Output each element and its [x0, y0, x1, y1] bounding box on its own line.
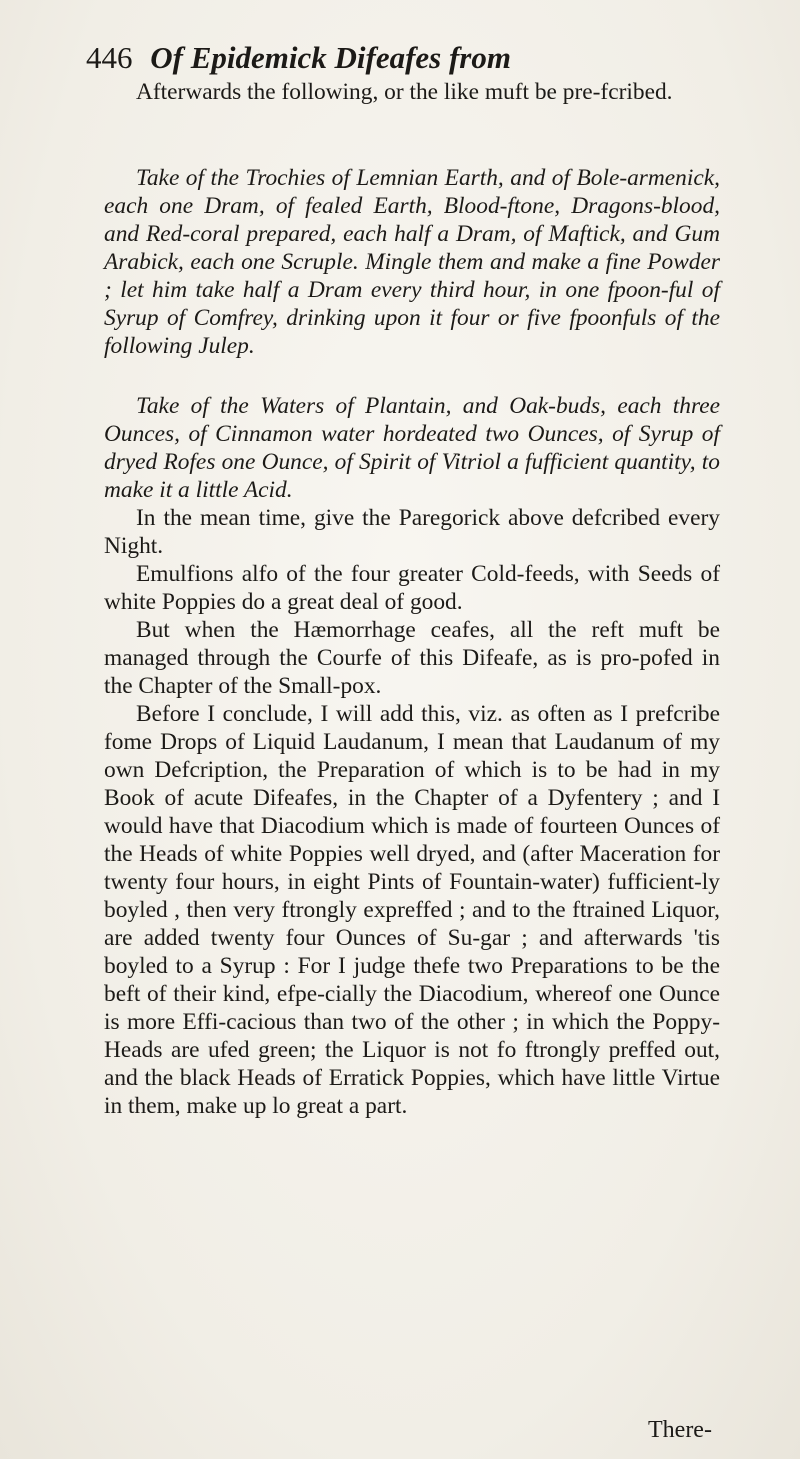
running-title: Of Epidemick Difeafes from	[150, 40, 511, 75]
recipe-julep	[104, 392, 720, 504]
main-text	[104, 504, 720, 1120]
body-text: Before I conclude, I will add this, viz. as often as I prefcribe fome Drops of Liquid Laudanum, I mean that Laudanum of my own Defcription, the Preparation of which is to be had in my Book of acute Difeafes, in the Chapter of a Dyfentery ; and I would have that Diacodium which is made of fourteen Ounces of the Heads of white Poppies well dryed, and (after Maceration for twenty four hours, in eight Pints of Fountain-water) fufficient-ly boyled , then very ftrongly expreffed ; and to the ftrained Liquor, are added twenty four Ounces of Su-gar ; and afterwards 'tis boyled to a Syrup : For I judge thefe two Preparations to be the beft of their kind, efpe-cially the Diacodium, whereof one Ounce is more Effi-cacious than two of the other ; in which the Poppy-Heads are ufed green; the Liquor is not fo ftrongly preffed out, and the black Heads of Erratick Poppies, which have little Virtue in them, make up lo great a part.	[104, 701, 720, 1119]
paragraph-prescription-intro	[104, 78, 720, 106]
body-text: Emulfions alfo of the four greater Cold-feeds, with Seeds of white Poppies do a great deal of good.	[104, 561, 720, 615]
catchword: There-	[648, 1417, 712, 1443]
body-text: In the mean time, give the Paregorick above defcribed every Night.	[104, 505, 720, 559]
running-header	[86, 38, 726, 78]
page-number: 446	[86, 40, 133, 75]
recipe-text: Take of the Waters of Plantain, and Oak-buds, each three Ounces, of Cinnamon water hordeated two Ounces, of Syrup of dryed Rofes one Ounce, of Spirit of Vitriol a fufficient quantity, to make it a little Acid.	[104, 393, 720, 503]
body-text: Afterwards the following, or the like muft be pre-fcribed.	[136, 79, 673, 105]
body-text: But when the Hæmorrhage ceafes, all the reft muft be managed through the Courfe of this Difeafe, as is pro-pofed in the Chapter of the Small-pox.	[104, 617, 720, 699]
recipe-powder	[104, 164, 720, 360]
recipe-text: Take of the Trochies of Lemnian Earth, and of Bole-armenick, each one Dram, of fealed Earth, Blood-ftone, Dragons-blood, and Red-coral prepared, each half a Dram, of Maftick, and Gum Arabick, each one Scruple. Mingle them and make a fine Powder ; let him take half a Dram every third hour, in one fpoon-ful of Syrup of Comfrey, drinking upon it four or five fpoonfuls of the following Julep.	[104, 165, 720, 359]
